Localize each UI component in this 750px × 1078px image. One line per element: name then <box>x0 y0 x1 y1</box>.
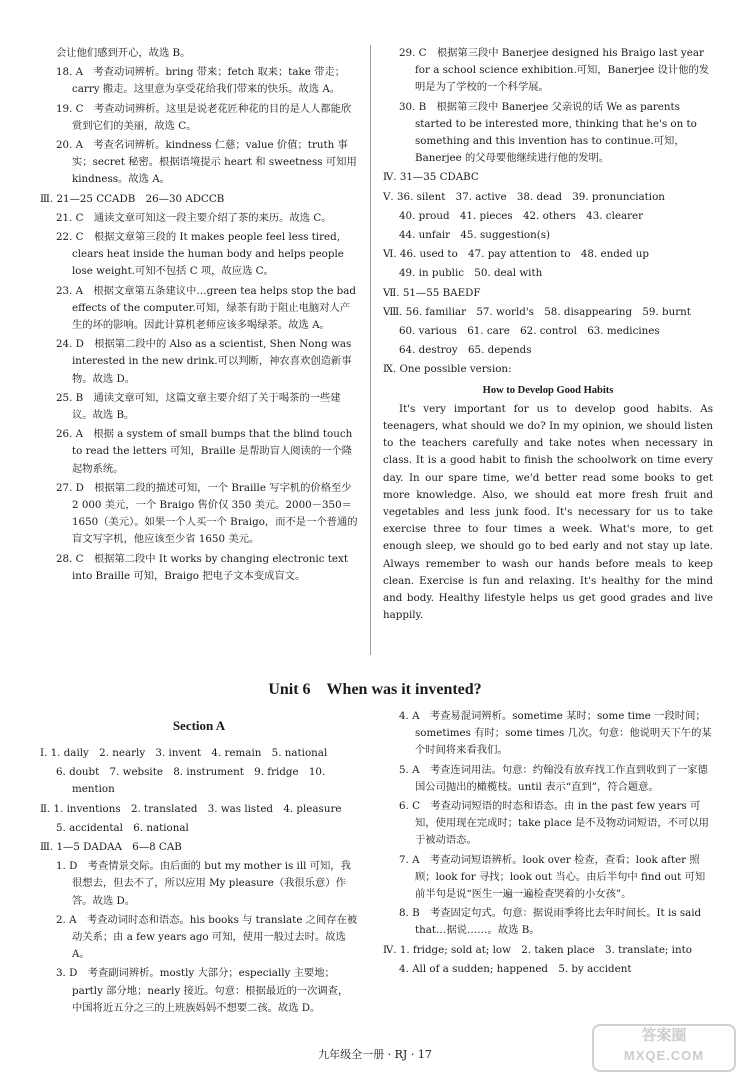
answer-line: 4. All of a sudden; happened 5. by accident <box>399 962 632 975</box>
answer-line: Ⅸ. One possible version: <box>383 363 512 376</box>
answer-line: 会让他们感到开心，故选 B。 <box>56 47 191 59</box>
watermark-line1: 答案圈 <box>641 1027 687 1044</box>
answer-line: 18. A 考查动词辨析。bring 带来；fetch 取来；take 带走；carry 搬走。这里意为享受花给我们带来的快乐。故选 A。 <box>56 66 346 96</box>
answer-line: Ⅴ. 36. silent 37. active 38. dead 39. pronunciation <box>383 190 665 203</box>
answer-line: 20. A 考查名词辨析。kindness 仁慈；value 价值；truth 事实；secret 秘密。根据语境提示 heart 和 sweetness 可知用 kindness。故选 A。 <box>56 139 357 186</box>
left-column-top <box>40 45 358 587</box>
section-title: Section A <box>172 718 226 733</box>
answer-line: 8. B 考查固定句式。句意：据说雨季将比去年时间长。It is said that…据说……。故选 B。 <box>399 907 702 937</box>
answer-line: Ⅶ. 51—55 BAEDF <box>383 286 481 299</box>
answer-line: Ⅳ. 1. fridge; sold at; low 2. taken place 3. translate; into <box>383 943 692 956</box>
answer-line: 6. doubt 7. website 8. instrument 9. fridge 10. mention <box>56 766 326 796</box>
answer-line: Ⅱ. 1. inventions 2. translated 3. was listed 4. pleasure <box>40 802 342 815</box>
answer-line: 21. C 通读文章可知这一段主要介绍了茶的来历。故选 C。 <box>56 211 332 224</box>
answer-line: Ⅲ. 21—25 CCADB 26—30 ADCCB <box>40 192 225 205</box>
answer-line: Ⅳ. 31—35 CDABC <box>383 171 479 184</box>
answer-line: 40. proud 41. pieces 42. others 43. clearer <box>399 209 644 222</box>
answer-line: 49. in public 50. deal with <box>399 267 543 280</box>
answer-line: 6. C 考查动词短语的时态和语态。由 in the past few years 可知，使用现在完成时；take place 是不及物动词短语，不可以用于被动语态。 <box>399 800 709 847</box>
answer-line: 29. C 根据第三段中 Banerjee designed his Braigo last year for a school science exhibition.可知，Banerjee 设计他的发明是为了学校的一个科学展。 <box>399 47 710 94</box>
watermark-line2: MXQE.COM <box>623 1048 705 1063</box>
answer-line: 30. B 根据第三段中 Banerjee 父亲说的话 We as parents started to be interested more, thinking that he's on to something and this invention has to continue.可知，Banerjee 的父母要他继续进行他的发明。 <box>399 100 697 165</box>
answer-line: 3. D 考查副词辨析。mostly 大部分；especially 主要地；partly 部分地；nearly 接近。句意：根据最近的一次调查，中国将近五分之三的上班族妈妈不想要二孩。故选 D。 <box>56 967 349 1014</box>
essay <box>383 401 713 625</box>
answer-line: 2. A 考查动词时态和语态。his books 与 translate 之间存在被动关系；由 a few years ago 可知，使用一般过去时。故选 A。 <box>56 913 358 961</box>
answer-line: 19. C 考查动词辨析。这里是说老花匠种花的目的是人人都能欣赏到它们的美丽，故选 C。 <box>56 102 352 132</box>
answer-line: 28. C 根据第二段中 It works by changing electronic text into Braille 可知，Braigo 把电子文本变成盲文。 <box>56 552 348 582</box>
answer-line: 4. A 考查易混词辨析。sometime 某时；some time 一段时间；sometimes 有时；some times 几次。句意：他说明天下午的某个时间将来看我们。 <box>399 710 712 757</box>
answer-line: 5. accidental 6. national <box>56 821 189 834</box>
watermark-logo <box>592 1024 736 1072</box>
answer-line: 44. unfair 45. suggestion(s) <box>399 229 551 242</box>
answer-line: 1. D 考查情景交际。由后面的 but my mother is ill 可知，我很想去，但去不了，所以应用 My pleasure（我很乐意）作答。故选 D。 <box>56 860 351 907</box>
answer-line: 23. A 根据文章第五条建议中…green tea helps stop the bad effects of the computer.可知，绿茶有助于阻止电脑对人产生的坏的影响。因此计算机老师应该多喝绿茶。故选 A。 <box>56 284 357 332</box>
answer-line: 60. various 61. care 62. control 63. medicines <box>399 325 660 338</box>
page-footer: 九年级全一册 · RJ · 17 <box>318 1048 432 1061</box>
essay-text: It's very important for us to develop good habits. As teenagers, what should we do? In my opinion, we should listen to the teachers carefully and take notes when necessary in class. It is a good habit to finish the schoolwork on time every day. In our spare time, we'd better read some books to get more knowledge. Also, we should eat more fresh fruit and vegetables and less junk food. It's necessary for us to take exercise three to four times a week. What's more, to get enough sleep, we should go to bed early and not stay up late. Always remember to wash our hands before meals to keep clean. Exercise is fun and relaxing. It's healthy for the mind and body. Healthy lifestyle helps us get good grades and live happily. <box>383 402 713 622</box>
answer-line: 5. A 考查连词用法。句意：约翰没有放弃找工作直到收到了一家德国公司抛出的橄榄枝。until 表示“直到”，符合题意。 <box>399 763 708 793</box>
answer-line: 27. D 根据第二段的描述可知，一个 Braille 写字机的价格至少 2 000 美元，一个 Braigo 售价仅 350 美元。2000－350＝1650（美元）。如果一个人买一个 Braigo，而不是一个普通的盲文写字机，他应该至少省 1650 美元。 <box>56 481 358 546</box>
answer-line: Ⅰ. 1. daily 2. nearly 3. invent 4. remain 5. national <box>40 747 328 759</box>
answer-line: Ⅵ. 46. used to 47. pay attention to 48. ended up <box>383 248 649 261</box>
column-divider <box>370 45 371 655</box>
answer-line: Ⅲ. 1—5 DADAA 6—8 CAB <box>40 841 182 854</box>
answer-line: 64. destroy 65. depends <box>399 344 532 357</box>
answer-line: 26. A 根据 a system of small bumps that the blind touch to read the letters 可知，Braille 是帮助盲人阅读的一个隆起物系统。 <box>56 428 353 475</box>
answer-line: 24. D 根据第二段中的 Also as a scientist, Shen Nong was interested in the new drink.可以判断，神农喜欢创造新事物。故选 D。 <box>56 338 352 385</box>
unit-title: Unit 6 When was it invented? <box>268 681 482 698</box>
right-column-top <box>383 45 713 625</box>
answer-line: 25. B 通读文章可知，这篇文章主要介绍了关于喝茶的一些建议。故选 B。 <box>56 391 341 422</box>
right-column-bottom <box>383 708 713 980</box>
answer-line: Ⅷ. 56. familiar 57. world's 58. disappearing 59. burnt <box>383 305 691 318</box>
answer-line: 7. A 考查动词短语辨析。look over 检查，查看；look after 照顾；look for 寻找；look out 当心。由后半句中 find out 可知前半句是说“医生一遍一遍检查哭着的小女孩”。 <box>399 853 706 901</box>
answer-line: 22. C 根据文章第三段的 It makes people feel less tired, clears heat inside the human body and helps people lose weight.可知不包括 C 项，故应选 C。 <box>56 231 344 278</box>
essay-title: How to Develop Good Habits <box>482 384 614 396</box>
left-column-bottom <box>40 745 358 1019</box>
